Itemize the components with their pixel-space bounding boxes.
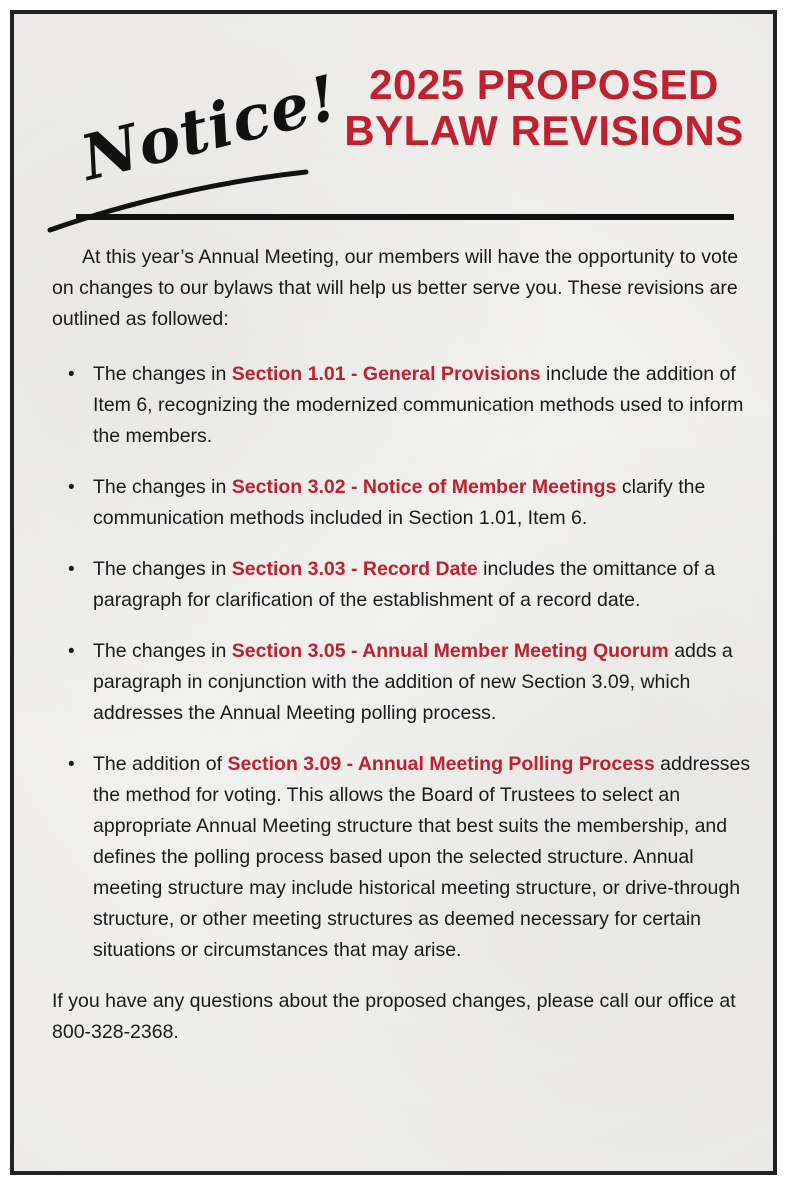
item-prefix: The changes in (93, 558, 232, 580)
list-item (52, 472, 752, 534)
title-line-2: BYLAW REVISIONS (344, 107, 744, 154)
item-prefix: The addition of (93, 753, 228, 775)
list-item (52, 636, 752, 729)
item-description: includes the omittance of a paragraph for clarification of the establishment of a record date. (93, 558, 716, 611)
divider (76, 214, 734, 220)
section-link: Section 3.09 - Annual Meeting Polling Process (227, 753, 655, 775)
bullet-icon: • (68, 364, 75, 385)
revisions-list (52, 359, 752, 966)
bullet-icon: • (68, 754, 75, 775)
section-link: Section 3.05 - Annual Member Meeting Quorum (231, 640, 669, 662)
item-description: addresses the method for voting. This allows the Board of Trustees to select an appropriate Annual Meeting structure that best suits the membership, and defines the polling process based upon the selected structure. Annual meeting structure may include historical meeting structure, or drive-through structure, or other meeting structures as deemed necessary for certain situations or circumstances that may arise. (93, 753, 751, 961)
body-content (52, 242, 752, 1068)
notice-card (10, 10, 777, 1175)
item-prefix: The changes in (93, 640, 232, 662)
item-description: clarify the communication methods included in Section 1.01, Item 6. (93, 476, 706, 529)
section-link: Section 3.02 - Notice of Member Meetings (231, 476, 617, 498)
notice-script-logo (44, 54, 346, 204)
closing-paragraph: If you have any questions about the proposed changes, please call our office at 800-328-2368. (52, 990, 736, 1043)
intro-paragraph: At this year’s Annual Meeting, our members will have the opportunity to vote on changes to our bylaws that will help us better serve you. These revisions are outlined as followed: (52, 246, 739, 330)
list-item (52, 749, 752, 966)
notice-script-text: Notice! (74, 60, 346, 195)
list-item (52, 359, 752, 452)
bullet-icon: • (68, 559, 75, 580)
section-link: Section 1.01 - General Provisions (231, 363, 541, 385)
bullet-icon: • (68, 477, 75, 498)
title-line-1: 2025 PROPOSED (369, 61, 719, 108)
item-description: include the addition of Item 6, recognizing the modernized communication methods used to inform the members. (93, 363, 744, 447)
page-title (314, 62, 774, 154)
bullet-icon: • (68, 641, 75, 662)
item-prefix: The changes in (93, 476, 232, 498)
item-prefix: The changes in (93, 363, 232, 385)
section-link: Section 3.03 - Record Date (231, 558, 478, 580)
item-description: adds a paragraph in conjunction with the addition of new Section 3.09, which addresses the Annual Meeting polling process. (93, 640, 733, 724)
list-item (52, 554, 752, 616)
